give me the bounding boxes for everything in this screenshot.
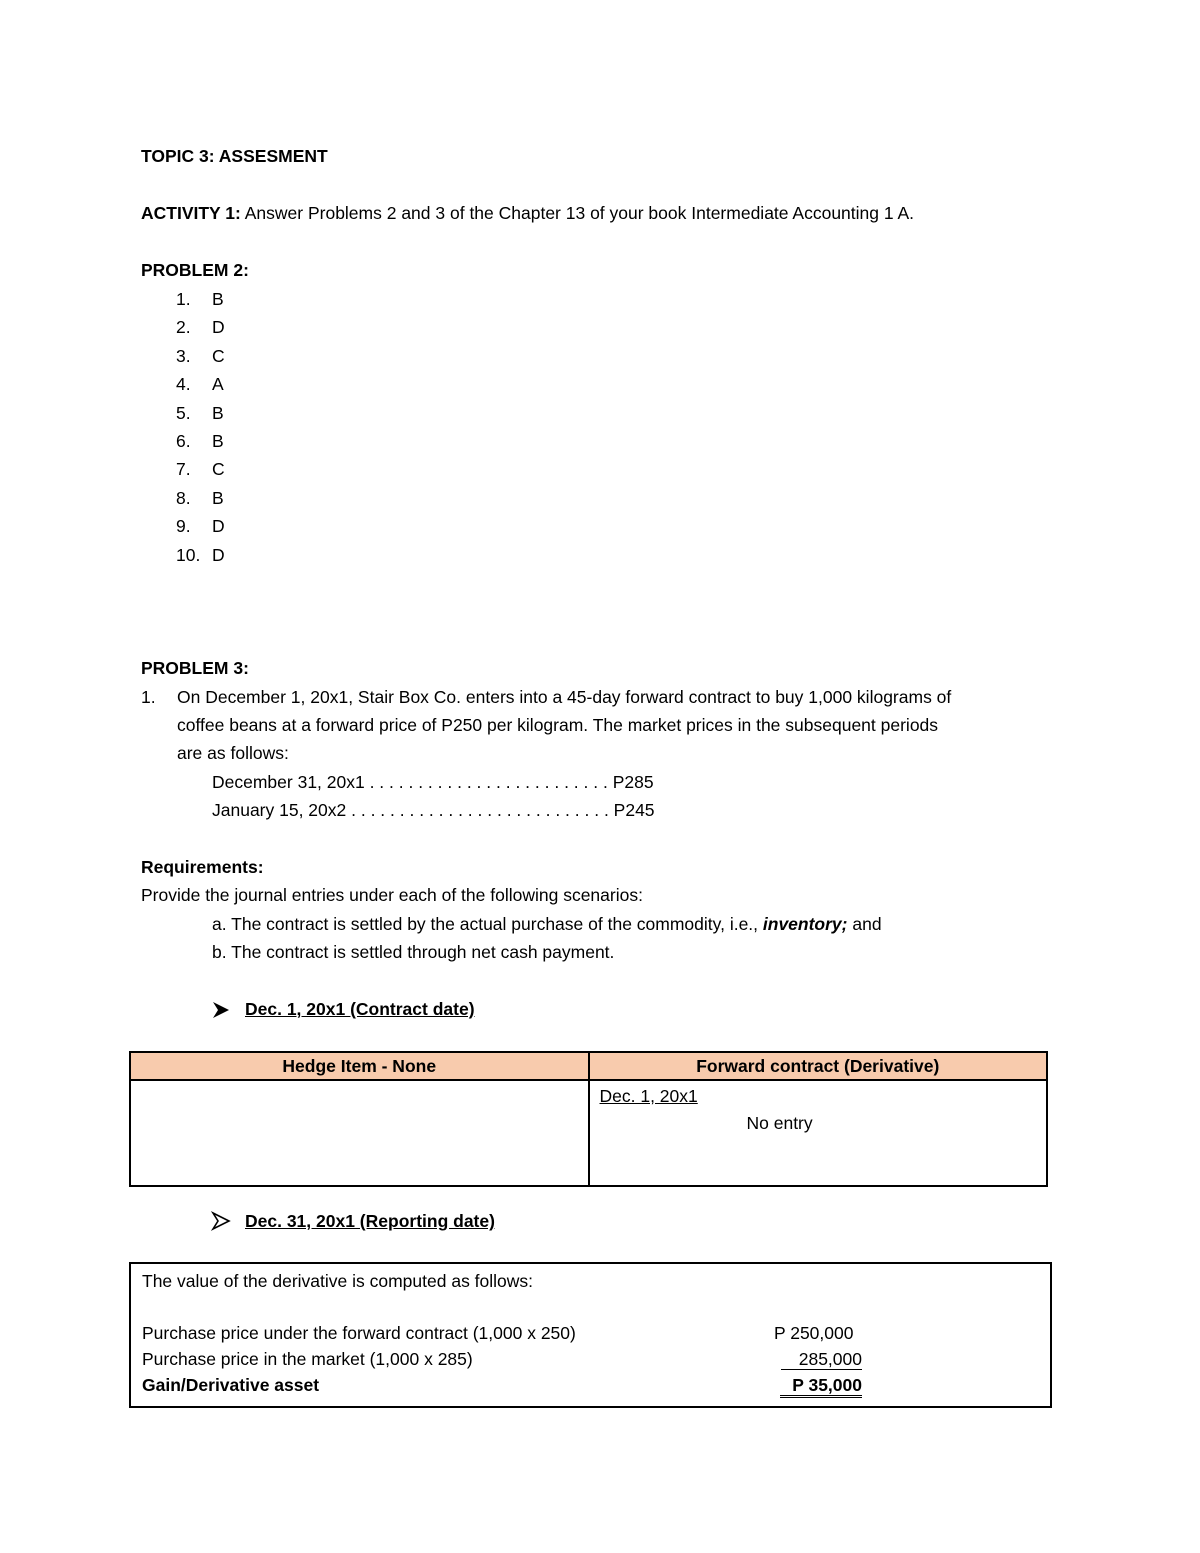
- problem2-answer-list: [176, 288, 225, 572]
- activity-line: [141, 202, 914, 224]
- problem2-heading: PROBLEM 2:: [141, 260, 249, 280]
- no-entry-text: No entry: [746, 1113, 813, 1133]
- list-item: 3. C: [176, 345, 225, 366]
- row-value-forward-price: P 250,000: [774, 1323, 854, 1343]
- activity-text: Answer Problems 2 and 3 of the Chapter 13 of your book Intermediate Accounting 1 A.: [240, 203, 915, 223]
- derivative-value-box: [129, 1262, 1052, 1408]
- problem3-line2: coffee beans at a forward price of P250 per kilogram. The market prices in the subsequent periods: [177, 715, 939, 735]
- activity-label: ACTIVITY 1:: [141, 203, 241, 223]
- forward-contract-cell: [589, 1080, 1048, 1186]
- list-item: 6. B: [176, 430, 224, 451]
- requirement-b: b. The contract is settled through net cash payment.: [212, 942, 615, 962]
- problem3-heading: PROBLEM 3:: [141, 658, 249, 678]
- list-item: 9. D: [176, 516, 225, 537]
- row-value-market-price: 285,000: [774, 1348, 862, 1370]
- entry-date: Dec. 1, 20x1: [599, 1086, 698, 1106]
- requirements-intro: Provide the journal entries under each of the following scenarios:: [141, 885, 643, 905]
- list-item: 8. B: [176, 487, 224, 508]
- emphasis-inventory: inventory;: [762, 914, 848, 934]
- row-value-gain: P 35,000: [774, 1374, 862, 1398]
- row-label-gain: Gain/Derivative asset: [142, 1375, 320, 1395]
- problem3-line1: On December 1, 20x1, Stair Box Co. enters into a 45-day forward contract to buy 1,000 kilograms of: [177, 687, 952, 707]
- section-heading-contract-date: Dec. 1, 20x1 (Contract date): [245, 999, 475, 1019]
- column-header-hedge-item: Hedge Item - None: [130, 1052, 589, 1080]
- derivative-intro: The value of the derivative is computed as follows:: [142, 1271, 534, 1291]
- row-label-market-price: Purchase price in the market (1,000 x 285): [142, 1349, 473, 1369]
- page-title: TOPIC 3: ASSESMENT: [141, 146, 328, 166]
- problem3-item-number: 1.: [141, 687, 156, 707]
- section-heading-reporting-date: Dec. 31, 20x1 (Reporting date): [245, 1211, 495, 1231]
- contract-date-table: [129, 1051, 1048, 1187]
- list-item: 1. B: [176, 289, 224, 309]
- list-item: 4. A: [176, 374, 224, 395]
- list-item: 10. D: [176, 544, 225, 565]
- column-header-forward-contract: Forward contract (Derivative): [589, 1052, 1048, 1080]
- price-line-jan: January 15, 20x2 . . . . . . . . . . . . . . . . . . . . . . . . . . . P245: [212, 800, 655, 820]
- row-label-forward-price: Purchase price under the forward contract (1,000 x 250): [142, 1323, 576, 1343]
- requirements-heading: Requirements:: [141, 857, 264, 877]
- list-item: 5. B: [176, 402, 224, 423]
- problem3-line3: are as follows:: [177, 743, 289, 763]
- arrow-bullet-icon: [211, 1211, 231, 1231]
- list-item: 2. D: [176, 317, 225, 338]
- hedge-item-cell: [130, 1080, 589, 1186]
- price-line-dec: December 31, 20x1 . . . . . . . . . . . . . . . . . . . . . . . . . P285: [212, 772, 654, 792]
- requirement-a: a. The contract is settled by the actual purchase of the commodity, i.e., inventory; and: [212, 914, 882, 934]
- arrow-bullet-icon: [211, 1000, 231, 1020]
- list-item: 7. C: [176, 459, 225, 480]
